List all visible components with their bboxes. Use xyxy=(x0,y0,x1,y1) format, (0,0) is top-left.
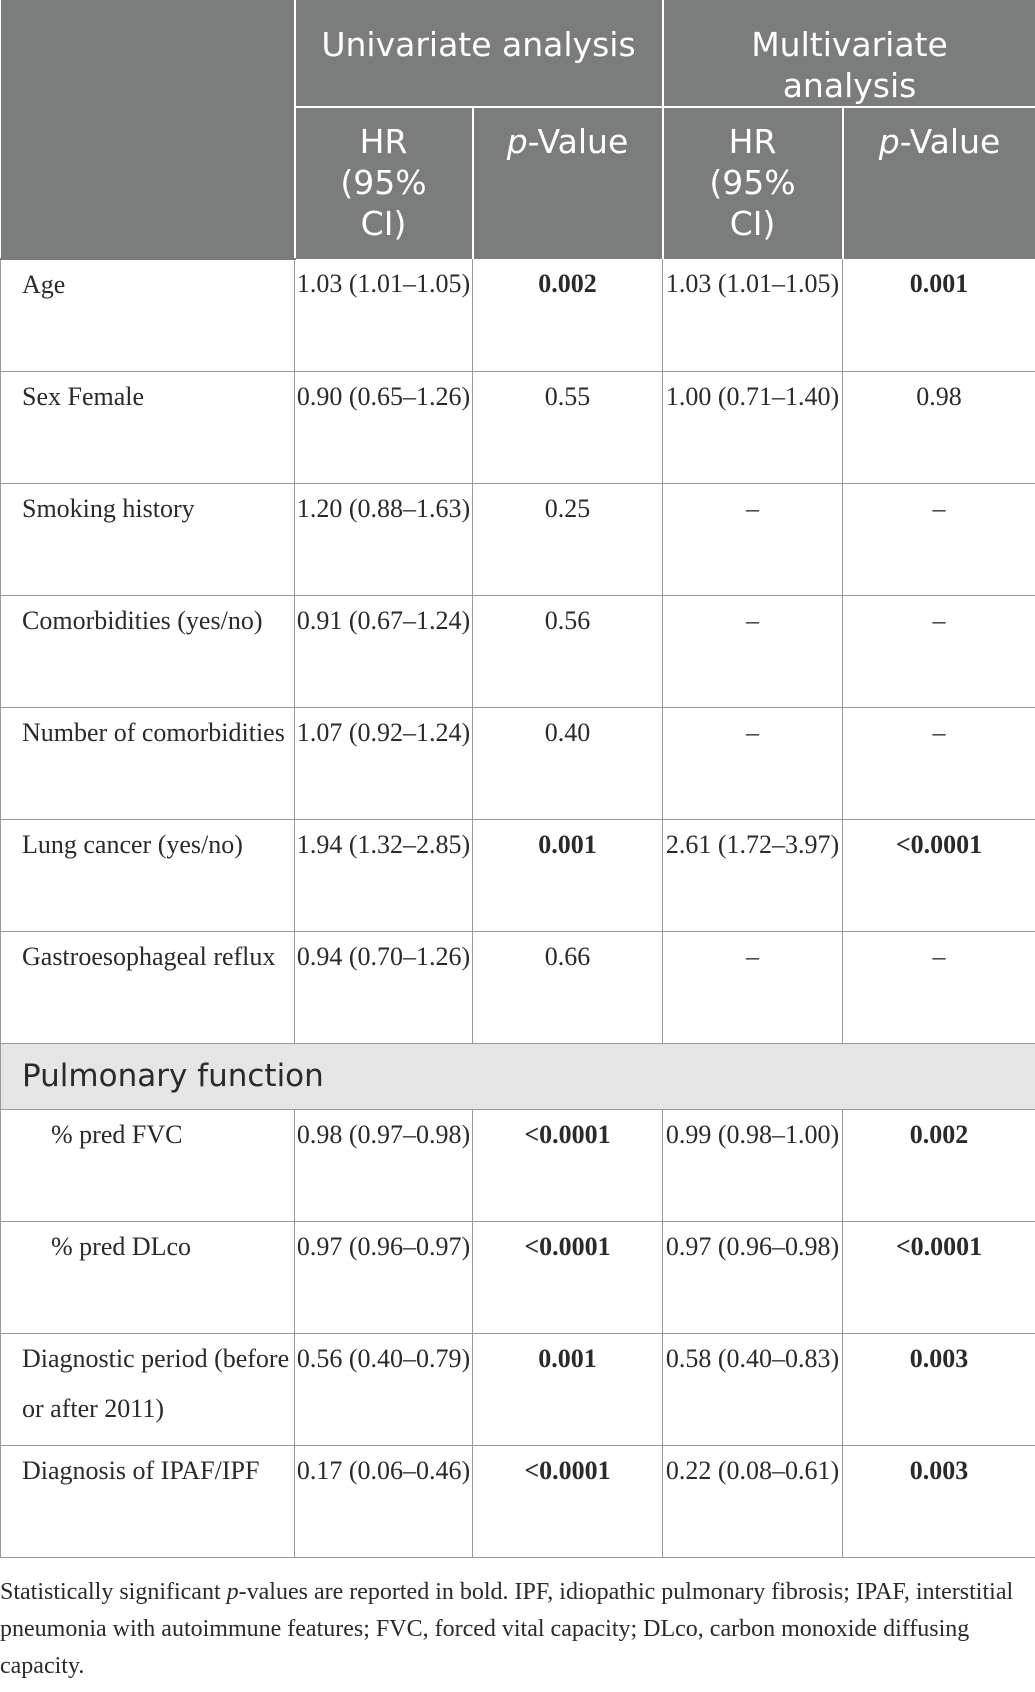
table-row xyxy=(1,371,1035,483)
table-row xyxy=(1,1445,1035,1557)
row-label: Sex Female xyxy=(1,371,295,483)
row-label: Gastroesophageal reflux xyxy=(1,931,295,1043)
row-label: Lung cancer (yes/no) xyxy=(1,819,295,931)
table-row xyxy=(1,483,1035,595)
multi-hr-cell: – xyxy=(663,595,843,707)
multi-hr-cell: 2.61 (1.72–3.97) xyxy=(663,819,843,931)
uni-p-cell: <0.0001 xyxy=(473,1221,663,1333)
uni-hr-header: HR (95% CI) xyxy=(295,107,473,259)
table-row xyxy=(1,819,1035,931)
uni-hr-cell: 0.17 (0.06–0.46) xyxy=(295,1445,473,1557)
uni-p-cell: 0.55 xyxy=(473,371,663,483)
multi-p-cell: – xyxy=(843,707,1035,819)
table-row xyxy=(1,1333,1035,1445)
multi-hr-cell: 0.97 (0.96–0.98) xyxy=(663,1221,843,1333)
uni-hr-cell: 1.94 (1.32–2.85) xyxy=(295,819,473,931)
uni-hr-cell: 0.91 (0.67–1.24) xyxy=(295,595,473,707)
uni-hr-cell: 0.97 (0.96–0.97) xyxy=(295,1221,473,1333)
multi-p-cell: 0.003 xyxy=(843,1445,1035,1557)
uni-p-cell: 0.66 xyxy=(473,931,663,1043)
multi-hr-cell: 0.22 (0.08–0.61) xyxy=(663,1445,843,1557)
multi-p-header: p-Value xyxy=(843,107,1035,259)
table-row xyxy=(1,707,1035,819)
multi-p-cell: 0.98 xyxy=(843,371,1035,483)
row-label: Diagnosis of IPAF/IPF xyxy=(1,1445,295,1557)
uni-p-cell: 0.001 xyxy=(473,819,663,931)
multi-hr-cell: 0.58 (0.40–0.83) xyxy=(663,1333,843,1445)
row-label: Smoking history xyxy=(1,483,295,595)
multi-hr-cell: 1.03 (1.01–1.05) xyxy=(663,259,843,371)
row-label: Age xyxy=(1,259,295,371)
uni-hr-cell: 0.56 (0.40–0.79) xyxy=(295,1333,473,1445)
uni-p-cell: 0.40 xyxy=(473,707,663,819)
multi-p-cell: <0.0001 xyxy=(843,1221,1035,1333)
multi-p-cell: – xyxy=(843,595,1035,707)
table-row xyxy=(1,931,1035,1043)
table-row xyxy=(1,595,1035,707)
uni-p-cell: 0.25 xyxy=(473,483,663,595)
row-label: % pred DLco xyxy=(1,1221,295,1333)
section-title: Pulmonary function xyxy=(1,1043,1035,1109)
section-row xyxy=(1,1043,1035,1109)
table-row xyxy=(1,1109,1035,1221)
uni-p-cell: 0.001 xyxy=(473,1333,663,1445)
table-row xyxy=(1,1221,1035,1333)
multi-hr-cell: 0.99 (0.98–1.00) xyxy=(663,1109,843,1221)
uni-p-header: p-Value xyxy=(473,107,663,259)
multi-hr-cell: – xyxy=(663,483,843,595)
uni-hr-cell: 0.90 (0.65–1.26) xyxy=(295,371,473,483)
univariate-header: Univariate analysis xyxy=(295,0,663,107)
uni-p-cell: <0.0001 xyxy=(473,1445,663,1557)
table-footnote: Statistically significant p-values are reported in bold. IPF, idiopathic pulmonary fibrosis; IPAF, interstitial pneumonia with autoimmune features; FVC, forced vital capacity; DLco, carbon monoxide diffusing capacity. xyxy=(0,1579,1014,1679)
uni-p-cell: 0.002 xyxy=(473,259,663,371)
multi-p-cell: <0.0001 xyxy=(843,819,1035,931)
multi-p-cell: 0.002 xyxy=(843,1109,1035,1221)
multivariate-header: Multivariate analysis xyxy=(663,0,1035,107)
uni-p-cell: 0.56 xyxy=(473,595,663,707)
row-label: Diagnostic period (before or after 2011) xyxy=(1,1333,295,1445)
multi-hr-header: HR (95% CI) xyxy=(663,107,843,259)
multi-hr-cell: – xyxy=(663,707,843,819)
header-corner xyxy=(1,0,295,259)
uni-hr-cell: 1.20 (0.88–1.63) xyxy=(295,483,473,595)
multi-p-cell: 0.001 xyxy=(843,259,1035,371)
uni-hr-cell: 1.07 (0.92–1.24) xyxy=(295,707,473,819)
multi-p-cell: – xyxy=(843,483,1035,595)
multi-hr-cell: 1.00 (0.71–1.40) xyxy=(663,371,843,483)
row-label: Comorbidities (yes/no) xyxy=(1,595,295,707)
multi-p-cell: – xyxy=(843,931,1035,1043)
uni-p-cell: <0.0001 xyxy=(473,1109,663,1221)
table-row xyxy=(1,259,1035,371)
multi-hr-cell: – xyxy=(663,931,843,1043)
uni-hr-cell: 1.03 (1.01–1.05) xyxy=(295,259,473,371)
uni-hr-cell: 0.98 (0.97–0.98) xyxy=(295,1109,473,1221)
uni-hr-cell: 0.94 (0.70–1.26) xyxy=(295,931,473,1043)
row-label: % pred FVC xyxy=(1,1109,295,1221)
multi-p-cell: 0.003 xyxy=(843,1333,1035,1445)
row-label: Number of comorbidities xyxy=(1,707,295,819)
